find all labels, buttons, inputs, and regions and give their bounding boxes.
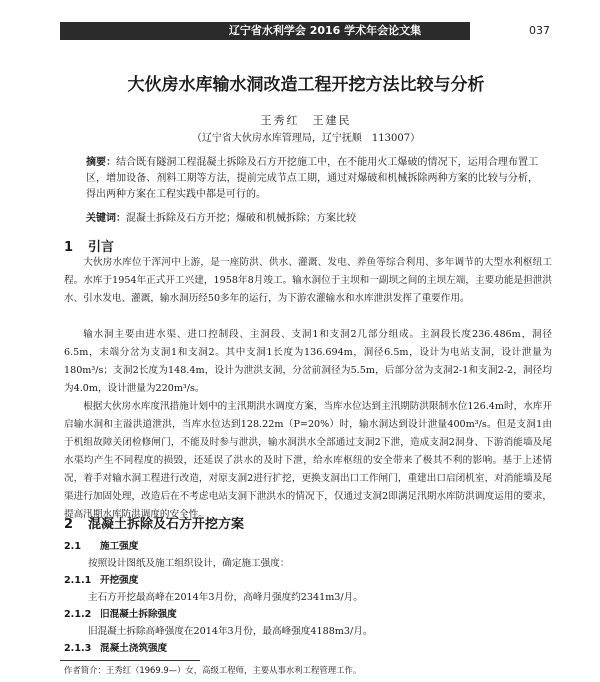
page-number: 037 xyxy=(529,24,550,37)
running-header xyxy=(60,22,552,42)
subsection-2-1-2: 2.1.2 旧混凝土拆除强度 xyxy=(64,609,177,620)
section-title: 引言 xyxy=(88,240,115,255)
intro-paragraph-1: 大伙房水库位于浑河中上游，是一座防洪、供水、灌溉、发电、养鱼等综合利用、多年调节的大型水利枢纽工程。水库于1954年正式开工兴建，1958年8月竣工。输水洞位于主坝和一副坝之间的主坝左端，主要功能是担泄洪水、引水发电、灌溉，输水洞历经50多年的运行，为下游农灌输水和水库泄洪发挥了重要作用。 xyxy=(64,257,552,304)
section-title: 混凝土拆除及石方开挖方案 xyxy=(88,517,245,532)
subsection-2-1: 2.1 施工强度 xyxy=(64,541,139,552)
author-affiliation: （辽宁省大伙房水库管理局，辽宁抚顺 113007） xyxy=(191,133,421,144)
abstract xyxy=(86,155,538,203)
subsection-2-1-text: 按照设计图纸及施工组织设计，确定施工强度： xyxy=(88,558,290,569)
subsection-2-1-2-text: 旧混凝土拆除高峰强度在2014年3月份，最高峰强度4188m3/月。 xyxy=(88,626,373,637)
section-heading-2 xyxy=(64,513,244,532)
subsection-2-1-1-text: 主石方开挖最高峰在2014年3月份，高峰月强度约2341m3/月。 xyxy=(88,592,363,603)
subsection-2-1-3: 2.1.3 混凝土浇筑强度 xyxy=(64,643,168,654)
intro-paragraph-3: 根据大伙房水库度汛措施计划中的主汛期洪水调度方案，当库水位达到主汛期防洪限制水位126.4m时，水库开启输水洞和主溢洪道泄洪，当库水位达到128.22m（P=20%）时，输水洞达到设计泄量400m³/s。但是支洞1由于机组故障关闭检修闸门，不能及时参与泄洪，输水洞洪水全部通过支洞2下泄，造成支洞2洞身、下游消能墙及尾水渠均产生不同程度的损毁，还延误了洪水的及时下泄，给水库枢纽的安全带来了极其不利的影响。基于上述情况，着手对输水洞工程进行改造，对原支洞2进行扩挖，更换支洞出口工作闸门，重建出口启闭机室，对消能墙及尾渠进行加固处理，改造后在不考虑电站支洞下泄洪水的情况下，仅通过支洞2即满足汛期水库防洪调度运用的要求，提高汛期水库防洪调度的安全性。 xyxy=(64,401,552,520)
keywords xyxy=(86,209,538,224)
journal-header-band xyxy=(60,22,470,40)
abstract-label: 摘要： xyxy=(86,157,117,168)
article-title: 大伙房水库输水洞改造工程开挖方法比较与分析 xyxy=(127,75,485,95)
footnote-divider xyxy=(60,660,200,661)
section-number: 2 xyxy=(64,517,74,532)
journal-name: 辽宁省水利学会 2016 学术年会论文集 xyxy=(228,24,422,37)
keywords-label: 关键词： xyxy=(86,213,126,224)
section-number: 1 xyxy=(64,240,74,255)
author-list: 王秀红 王建民 xyxy=(260,114,352,127)
subsection-2-1-1: 2.1.1 开挖强度 xyxy=(64,575,139,586)
author-footnote: 作者简介：王秀红（1969.9—）女，高级工程师，主要从事水利工程管理工作。 xyxy=(64,665,362,675)
intro-paragraph-2: 输水洞主要由进水渠、进口控制段、主洞段、支洞1和支洞2几部分组成。主洞段长度236.486m，洞径6.5m，末端分岔为支洞1和支洞2。其中支洞1长度为136.694m，洞径6.5m，设计为电站支洞，设计泄量为180m³/s；支洞2长度为148.4m，设计为泄洪支洞，分岔前洞径为5.5m，后部分岔为支洞2-1和支洞2-2，洞径均为4.0m，设计泄量为220m³/s。 xyxy=(64,329,552,394)
keywords-text: 混凝土拆除及石方开挖；爆破和机械拆除；方案比较 xyxy=(126,213,356,224)
section-heading-intro xyxy=(64,236,114,255)
abstract-text: 结合既有隧洞工程混凝土拆除及石方开挖施工中，在不能用火工爆破的情况下，运用合理布置工区，增加设备、剂料工期等方法，提前完成节点工期，通过对爆破和机械拆除两种方案的比较与分析，得出两种方案在工程实践中都是可行的。 xyxy=(86,157,539,200)
